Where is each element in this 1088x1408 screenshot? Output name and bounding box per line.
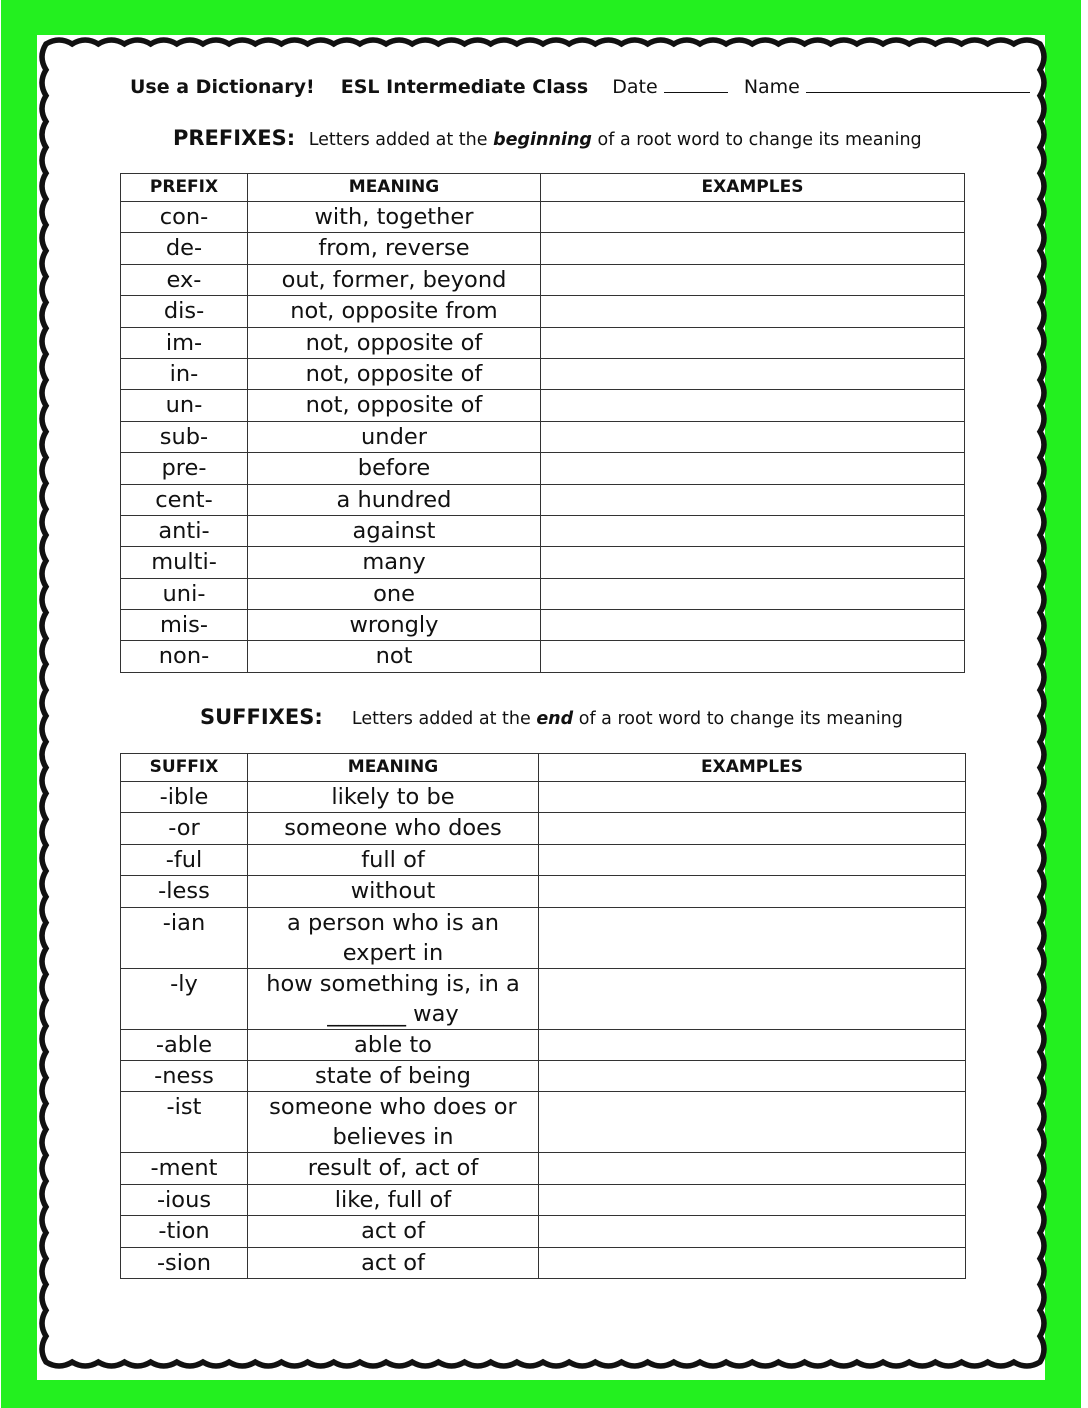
prefix-cell: dis- bbox=[121, 296, 248, 327]
examples-cell[interactable] bbox=[539, 813, 966, 844]
examples-cell[interactable] bbox=[539, 1092, 966, 1153]
meaning-cell: a person who is an expert in bbox=[248, 907, 539, 968]
prefix-cell: multi- bbox=[121, 547, 248, 578]
column-header-suffix: SUFFIX bbox=[121, 754, 248, 782]
meaning-cell: likely to be bbox=[248, 782, 539, 813]
suffix-cell: -ness bbox=[121, 1060, 248, 1091]
meaning-cell: not, opposite of bbox=[248, 327, 541, 358]
examples-cell[interactable] bbox=[541, 264, 965, 295]
prefixes-section-title bbox=[173, 126, 922, 150]
suffix-row bbox=[121, 1092, 966, 1153]
suffix-row bbox=[121, 1247, 966, 1278]
class-name: ESL Intermediate Class bbox=[340, 76, 589, 98]
prefix-cell: uni- bbox=[121, 578, 248, 609]
prefix-cell: un- bbox=[121, 390, 248, 421]
name-blank-line[interactable] bbox=[806, 74, 1030, 93]
examples-cell[interactable] bbox=[541, 421, 965, 452]
prefix-row bbox=[121, 358, 965, 389]
meaning-cell: out, former, beyond bbox=[248, 264, 541, 295]
meaning-cell: one bbox=[248, 578, 541, 609]
meaning-cell: act of bbox=[248, 1216, 539, 1247]
meaning-cell: not bbox=[248, 641, 541, 672]
column-header-examples: EXAMPLES bbox=[541, 174, 965, 202]
suffix-row bbox=[121, 1216, 966, 1247]
prefix-cell: im- bbox=[121, 327, 248, 358]
examples-cell[interactable] bbox=[541, 327, 965, 358]
prefix-row bbox=[121, 610, 965, 641]
suffix-cell: -ian bbox=[121, 907, 248, 968]
prefix-row bbox=[121, 484, 965, 515]
suffix-row bbox=[121, 1060, 966, 1091]
suffix-row bbox=[121, 813, 966, 844]
meaning-cell: under bbox=[248, 421, 541, 452]
meaning-cell: how something is, in a _______ way bbox=[248, 968, 539, 1029]
examples-cell[interactable] bbox=[541, 515, 965, 546]
suffix-cell: -ist bbox=[121, 1092, 248, 1153]
suffixes-section-title bbox=[200, 705, 903, 729]
suffix-cell: -tion bbox=[121, 1216, 248, 1247]
prefix-row bbox=[121, 641, 965, 672]
examples-cell[interactable] bbox=[539, 876, 966, 907]
examples-cell[interactable] bbox=[541, 547, 965, 578]
meaning-cell: not, opposite of bbox=[248, 358, 541, 389]
examples-cell[interactable] bbox=[539, 844, 966, 875]
prefix-cell: sub- bbox=[121, 421, 248, 452]
prefix-row bbox=[121, 390, 965, 421]
prefix-row bbox=[121, 264, 965, 295]
examples-cell[interactable] bbox=[541, 484, 965, 515]
meaning-cell: many bbox=[248, 547, 541, 578]
examples-cell[interactable] bbox=[541, 202, 965, 233]
prefix-row bbox=[121, 515, 965, 546]
meaning-cell: result of, act of bbox=[248, 1153, 539, 1184]
meaning-cell: act of bbox=[248, 1247, 539, 1278]
prefix-cell: non- bbox=[121, 641, 248, 672]
examples-cell[interactable] bbox=[539, 1060, 966, 1091]
prefix-row bbox=[121, 327, 965, 358]
examples-cell[interactable] bbox=[541, 453, 965, 484]
suffixes-desc-emph: end bbox=[536, 709, 574, 729]
suffix-cell: -ment bbox=[121, 1153, 248, 1184]
examples-cell[interactable] bbox=[541, 233, 965, 264]
suffix-row bbox=[121, 1153, 966, 1184]
meaning-cell: someone who does bbox=[248, 813, 539, 844]
prefix-table-header bbox=[121, 174, 965, 202]
prefix-cell: de- bbox=[121, 233, 248, 264]
suffixes-heading: SUFFIXES: bbox=[200, 705, 323, 729]
prefixes-desc-after: of a root word to change its meaning bbox=[597, 130, 922, 150]
meaning-cell: a hundred bbox=[248, 484, 541, 515]
prefix-cell: ex- bbox=[121, 264, 248, 295]
suffix-row bbox=[121, 1184, 966, 1215]
prefix-row bbox=[121, 453, 965, 484]
suffix-cell: -less bbox=[121, 876, 248, 907]
prefix-cell: in- bbox=[121, 358, 248, 389]
column-header-prefix: PREFIX bbox=[121, 174, 248, 202]
prefix-cell: mis- bbox=[121, 610, 248, 641]
date-label: Date bbox=[612, 76, 658, 98]
examples-cell[interactable] bbox=[539, 1029, 966, 1060]
meaning-cell: like, full of bbox=[248, 1184, 539, 1215]
prefix-row bbox=[121, 547, 965, 578]
prefixes-desc-before: Letters added at the bbox=[308, 130, 488, 150]
meaning-cell: from, reverse bbox=[248, 233, 541, 264]
prefix-cell: cent- bbox=[121, 484, 248, 515]
column-header-meaning: MEANING bbox=[248, 754, 539, 782]
suffix-cell: -able bbox=[121, 1029, 248, 1060]
worksheet-title: Use a Dictionary! bbox=[130, 76, 315, 98]
meaning-cell: able to bbox=[248, 1029, 539, 1060]
meaning-cell: full of bbox=[248, 844, 539, 875]
prefix-row bbox=[121, 421, 965, 452]
suffix-row bbox=[121, 1029, 966, 1060]
meaning-cell: against bbox=[248, 515, 541, 546]
suffix-row bbox=[121, 876, 966, 907]
suffix-cell: -or bbox=[121, 813, 248, 844]
suffix-cell: -sion bbox=[121, 1247, 248, 1278]
examples-cell[interactable] bbox=[539, 1216, 966, 1247]
suffix-cell: -ious bbox=[121, 1184, 248, 1215]
suffixes-desc-before: Letters added at the bbox=[351, 709, 531, 729]
meaning-cell: someone who does or believes in bbox=[248, 1092, 539, 1153]
examples-cell[interactable] bbox=[539, 968, 966, 1029]
prefix-row bbox=[121, 233, 965, 264]
prefix-cell: pre- bbox=[121, 453, 248, 484]
examples-cell[interactable] bbox=[539, 1184, 966, 1215]
suffix-row bbox=[121, 968, 966, 1029]
meaning-cell: with, together bbox=[248, 202, 541, 233]
examples-cell[interactable] bbox=[539, 907, 966, 968]
examples-cell[interactable] bbox=[541, 641, 965, 672]
suffix-cell: -ible bbox=[121, 782, 248, 813]
prefix-cell: con- bbox=[121, 202, 248, 233]
name-label: Name bbox=[743, 76, 800, 98]
meaning-cell: wrongly bbox=[248, 610, 541, 641]
examples-cell[interactable] bbox=[539, 1153, 966, 1184]
meaning-cell: state of being bbox=[248, 1060, 539, 1091]
worksheet-header bbox=[130, 74, 1010, 98]
examples-cell[interactable] bbox=[541, 296, 965, 327]
prefix-cell: anti- bbox=[121, 515, 248, 546]
meaning-cell: before bbox=[248, 453, 541, 484]
prefix-row bbox=[121, 578, 965, 609]
meaning-cell: not, opposite from bbox=[248, 296, 541, 327]
examples-cell[interactable] bbox=[539, 782, 966, 813]
examples-cell[interactable] bbox=[541, 610, 965, 641]
examples-cell[interactable] bbox=[539, 1247, 966, 1278]
examples-cell[interactable] bbox=[541, 578, 965, 609]
suffix-table bbox=[120, 753, 966, 1279]
prefixes-heading: PREFIXES: bbox=[173, 126, 296, 150]
date-blank-line[interactable] bbox=[664, 74, 728, 93]
column-header-meaning: MEANING bbox=[248, 174, 541, 202]
suffix-row bbox=[121, 844, 966, 875]
meaning-cell: without bbox=[248, 876, 539, 907]
suffixes-desc-after: of a root word to change its meaning bbox=[578, 709, 903, 729]
suffix-cell: -ful bbox=[121, 844, 248, 875]
prefix-row bbox=[121, 202, 965, 233]
suffix-table-header bbox=[121, 754, 966, 782]
examples-cell[interactable] bbox=[541, 358, 965, 389]
prefixes-desc-emph: beginning bbox=[493, 130, 592, 150]
column-header-examples: EXAMPLES bbox=[539, 754, 966, 782]
prefix-row bbox=[121, 296, 965, 327]
suffix-row bbox=[121, 907, 966, 968]
prefix-table bbox=[120, 173, 965, 673]
examples-cell[interactable] bbox=[541, 390, 965, 421]
suffix-row bbox=[121, 782, 966, 813]
meaning-cell: not, opposite of bbox=[248, 390, 541, 421]
suffix-cell: -ly bbox=[121, 968, 248, 1029]
